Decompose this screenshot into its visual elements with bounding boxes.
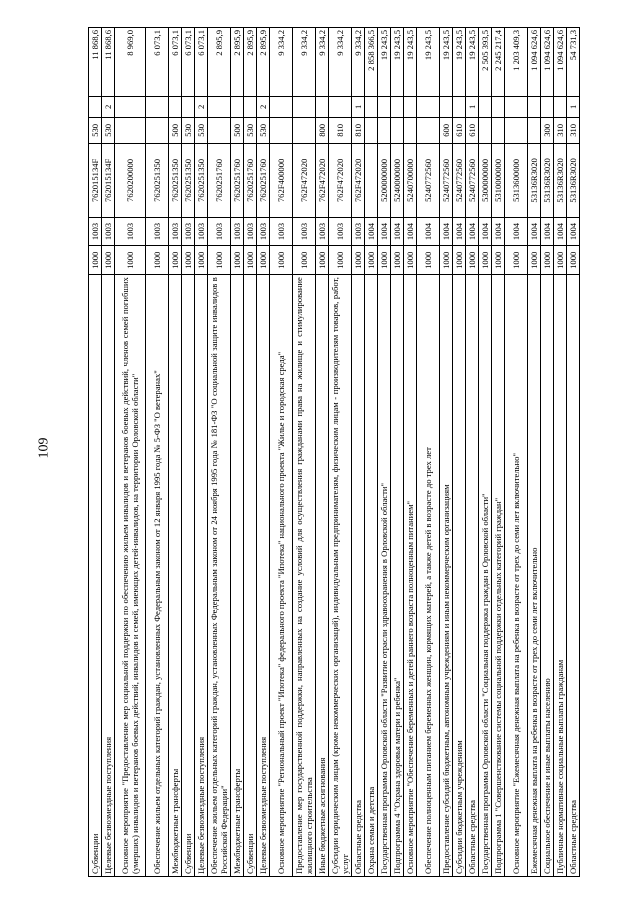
- target-article-code: 5200000000: [378, 144, 391, 218]
- target-article-code: 7620251760: [257, 144, 270, 218]
- table-row: [257, 28, 270, 877]
- table-row: [293, 28, 316, 877]
- table-row: [492, 28, 505, 877]
- amount: 11 868,6: [89, 28, 102, 97]
- expense-type-code: 810: [329, 117, 352, 144]
- subsection-code: 1004: [404, 217, 417, 246]
- expense-type-code: [115, 117, 146, 144]
- funding-source-code: [541, 97, 554, 117]
- section-code: 1000: [492, 246, 505, 275]
- section-code: 1000: [89, 246, 102, 275]
- target-article-code: 7620251760: [208, 144, 231, 218]
- row-name: Подпрограмма 4 "Охрана здоровья матери и ребенка": [391, 275, 404, 877]
- amount: 1 203 409,3: [505, 28, 528, 97]
- row-name: Областные средства: [352, 275, 365, 877]
- subsection-code: 1003: [257, 217, 270, 246]
- table-row: [567, 28, 580, 877]
- subsection-code: 1004: [391, 217, 404, 246]
- funding-source-code: 1: [567, 97, 580, 117]
- expense-type-code: [208, 117, 231, 144]
- subsection-code: 1003: [208, 217, 231, 246]
- amount: 19 243,5: [440, 28, 453, 97]
- table-row: [466, 28, 479, 877]
- amount: 2 895,9: [244, 28, 257, 97]
- subsection-code: 1003: [115, 217, 146, 246]
- table-row: [102, 28, 115, 877]
- row-name: Субвенции: [244, 275, 257, 877]
- section-code: 1000: [182, 246, 195, 275]
- expense-type-code: 600: [440, 117, 453, 144]
- funding-source-code: [115, 97, 146, 117]
- target-article-code: 762F472020: [352, 144, 365, 218]
- amount: 1 094 624,6: [528, 28, 541, 97]
- budget-table: [88, 27, 580, 877]
- row-name: Основное мероприятие "Предоставление мер социальной поддержки по обеспечению жильем инвалидов и ветеранов боевых действий, членов семей погибших (умерших) инвалидов и ветеранов боевых действий, инвалидов и семей, имеющих детей-инвалидов, на территории Орловской области": [115, 275, 146, 877]
- row-name: Обеспечение жильем отдельных категорий граждан, установленных Федеральным законом от 12 января 1995 года № 5-ФЗ "О ветеранах": [146, 275, 169, 877]
- target-article-code: 5300000000: [479, 144, 492, 218]
- table-row: [146, 28, 169, 877]
- amount: 1 094 624,6: [541, 28, 554, 97]
- table-row: [231, 28, 244, 877]
- target-article-code: 5310000000: [492, 144, 505, 218]
- expense-type-code: 500: [231, 117, 244, 144]
- section-code: 1000: [567, 246, 580, 275]
- amount: 9 334,2: [293, 28, 316, 97]
- amount: 19 243,5: [466, 28, 479, 97]
- row-name: Субвенции: [89, 275, 102, 877]
- expense-type-code: 610: [466, 117, 479, 144]
- expense-type-code: 810: [352, 117, 365, 144]
- target-article-code: 53136R3020: [567, 144, 580, 218]
- expense-type-code: [146, 117, 169, 144]
- funding-source-code: 1: [466, 97, 479, 117]
- section-code: 1000: [352, 246, 365, 275]
- amount: 6 073,1: [195, 28, 208, 97]
- target-article-code: 762F472020: [316, 144, 329, 218]
- subsection-code: 1003: [169, 217, 182, 246]
- target-article-code: 7620251760: [244, 144, 257, 218]
- funding-source-code: [293, 97, 316, 117]
- target-article-code: 7620251760: [231, 144, 244, 218]
- amount: 6 073,1: [169, 28, 182, 97]
- amount: 2 858 366,5: [365, 28, 378, 97]
- subsection-code: 1003: [270, 217, 293, 246]
- rotated-page: [88, 27, 578, 877]
- subsection-code: 1004: [567, 217, 580, 246]
- amount: 6 073,1: [146, 28, 169, 97]
- section-code: 1000: [417, 246, 440, 275]
- subsection-code: 1003: [231, 217, 244, 246]
- amount: 11 868,6: [102, 28, 115, 97]
- expense-type-code: 530: [102, 117, 115, 144]
- table-row: [391, 28, 404, 877]
- table-row: [195, 28, 208, 877]
- table-row: [182, 28, 195, 877]
- expense-type-code: [378, 117, 391, 144]
- table-row: [270, 28, 293, 877]
- subsection-code: 1004: [365, 217, 378, 246]
- section-code: 1000: [208, 246, 231, 275]
- expense-type-code: 800: [316, 117, 329, 144]
- subsection-code: 1004: [479, 217, 492, 246]
- expense-type-code: [492, 117, 505, 144]
- section-code: 1000: [440, 246, 453, 275]
- funding-source-code: [169, 97, 182, 117]
- table-row: [316, 28, 329, 877]
- table-row: [453, 28, 466, 877]
- section-code: 1000: [365, 246, 378, 275]
- row-name: Субсидии юридическим лицам (кроме некоммерческих организаций), индивидуальным предпринимателям, физическим лицам - производителям товаров, работ, услуг: [329, 275, 352, 877]
- target-article-code: 762015134F: [102, 144, 115, 218]
- amount: 6 073,1: [182, 28, 195, 97]
- amount: 9 334,2: [316, 28, 329, 97]
- page-number: 109: [36, 437, 52, 459]
- section-code: 1000: [505, 246, 528, 275]
- expense-type-code: [391, 117, 404, 144]
- section-code: 1000: [195, 246, 208, 275]
- subsection-code: 1003: [293, 217, 316, 246]
- expense-type-code: 310: [567, 117, 580, 144]
- row-name: Подпрограмма 1 "Совершенствование системы социальной поддержки отдельных категорий граждан": [492, 275, 505, 877]
- table-row: [89, 28, 102, 877]
- funding-source-code: [453, 97, 466, 117]
- funding-source-code: 2: [257, 97, 270, 117]
- funding-source-code: [146, 97, 169, 117]
- target-article-code: 53136R3020: [528, 144, 541, 218]
- target-article-code: 5240000000: [391, 144, 404, 218]
- section-code: 1000: [329, 246, 352, 275]
- table-row: [378, 28, 391, 877]
- funding-source-code: [89, 97, 102, 117]
- section-code: 1000: [404, 246, 417, 275]
- amount: 2 505 393,5: [479, 28, 492, 97]
- expense-type-code: 500: [169, 117, 182, 144]
- amount: 54 731,3: [567, 28, 580, 97]
- target-article-code: 5240700000: [404, 144, 417, 218]
- table-row: [244, 28, 257, 877]
- table-row: [208, 28, 231, 877]
- row-name: Целевые безвозмездные поступления: [102, 275, 115, 877]
- row-name: Предоставление субсидий бюджетным, автономным учреждениям и иным некоммерческим организациям: [440, 275, 453, 877]
- section-code: 1000: [479, 246, 492, 275]
- funding-source-code: [244, 97, 257, 117]
- funding-source-code: 2: [102, 97, 115, 117]
- table-row: [541, 28, 554, 877]
- section-code: 1000: [391, 246, 404, 275]
- table-row: [528, 28, 541, 877]
- amount: 19 243,5: [453, 28, 466, 97]
- section-code: 1000: [378, 246, 391, 275]
- target-article-code: 762F472020: [293, 144, 316, 218]
- funding-source-code: [554, 97, 567, 117]
- table-row: [404, 28, 417, 877]
- funding-source-code: 2: [195, 97, 208, 117]
- row-name: Основное мероприятие "Ежемесячная денежная выплата на ребенка в возрасте от трех до семи лет включительно": [505, 275, 528, 877]
- funding-source-code: [505, 97, 528, 117]
- row-name: Межбюджетные трансферты: [231, 275, 244, 877]
- target-article-code: 53136R3020: [541, 144, 554, 218]
- expense-type-code: 530: [182, 117, 195, 144]
- target-article-code: 5240772560: [440, 144, 453, 218]
- row-name: Обеспечение полноценным питанием беременных женщин, кормящих матерей, а также детей в возрасте до трех лет: [417, 275, 440, 877]
- target-article-code: 5313600000: [505, 144, 528, 218]
- table-row: [554, 28, 567, 877]
- funding-source-code: [316, 97, 329, 117]
- amount: 9 334,2: [352, 28, 365, 97]
- table-row: [352, 28, 365, 877]
- subsection-code: 1003: [352, 217, 365, 246]
- table-row: [169, 28, 182, 877]
- expense-type-code: 530: [195, 117, 208, 144]
- expense-type-code: [528, 117, 541, 144]
- row-name: Целевые безвозмездные поступления: [257, 275, 270, 877]
- amount: 9 334,2: [329, 28, 352, 97]
- subsection-code: 1003: [195, 217, 208, 246]
- target-article-code: 7620251350: [182, 144, 195, 218]
- amount: 2 895,9: [231, 28, 244, 97]
- target-article-code: 5240772560: [453, 144, 466, 218]
- amount: 2 895,9: [208, 28, 231, 97]
- table-row: [440, 28, 453, 877]
- row-name: Охрана семьи и детства: [365, 275, 378, 877]
- section-code: 1000: [115, 246, 146, 275]
- amount: 8 969,0: [115, 28, 146, 97]
- target-article-code: 762015134F: [89, 144, 102, 218]
- amount: 2 245 217,4: [492, 28, 505, 97]
- amount: 9 334,2: [270, 28, 293, 97]
- funding-source-code: [479, 97, 492, 117]
- target-article-code: 5240772560: [417, 144, 440, 218]
- expense-type-code: [417, 117, 440, 144]
- section-code: 1000: [169, 246, 182, 275]
- target-article-code: 7620251350: [169, 144, 182, 218]
- amount: 19 243,5: [404, 28, 417, 97]
- expense-type-code: 310: [554, 117, 567, 144]
- row-name: Государственная программа Орловской области "Развитие отрасли здравоохранения в Орловской области": [378, 275, 391, 877]
- section-code: 1000: [293, 246, 316, 275]
- funding-source-code: [208, 97, 231, 117]
- subsection-code: 1004: [378, 217, 391, 246]
- funding-source-code: [440, 97, 453, 117]
- subsection-code: 1003: [329, 217, 352, 246]
- row-name: Межбюджетные трансферты: [169, 275, 182, 877]
- target-article-code: 762F472020: [329, 144, 352, 218]
- expense-type-code: [270, 117, 293, 144]
- subsection-code: 1004: [453, 217, 466, 246]
- table-row: [417, 28, 440, 877]
- section-code: 1000: [231, 246, 244, 275]
- row-name: Публичные нормативные социальные выплаты гражданам: [554, 275, 567, 877]
- row-name: Областные средства: [567, 275, 580, 877]
- table-row: [365, 28, 378, 877]
- subsection-code: 1004: [554, 217, 567, 246]
- row-name: Областные средства: [466, 275, 479, 877]
- expense-type-code: [404, 117, 417, 144]
- funding-source-code: [404, 97, 417, 117]
- section-code: 1000: [270, 246, 293, 275]
- funding-source-code: [365, 97, 378, 117]
- subsection-code: 1003: [102, 217, 115, 246]
- subsection-code: 1003: [316, 217, 329, 246]
- amount: 1 094 624,6: [554, 28, 567, 97]
- target-article-code: [365, 144, 378, 218]
- funding-source-code: [329, 97, 352, 117]
- section-code: 1000: [257, 246, 270, 275]
- expense-type-code: 530: [257, 117, 270, 144]
- table-row: [505, 28, 528, 877]
- expense-type-code: 530: [89, 117, 102, 144]
- subsection-code: 1004: [505, 217, 528, 246]
- subsection-code: 1004: [541, 217, 554, 246]
- target-article-code: 7620200000: [115, 144, 146, 218]
- row-name: Иные бюджетные ассигнования: [316, 275, 329, 877]
- target-article-code: 53136R3020: [554, 144, 567, 218]
- funding-source-code: [391, 97, 404, 117]
- section-code: 1000: [453, 246, 466, 275]
- section-code: 1000: [244, 246, 257, 275]
- table-row: [329, 28, 352, 877]
- row-name: Социальное обеспечение и иные выплаты населению: [541, 275, 554, 877]
- funding-source-code: [528, 97, 541, 117]
- table-row: [479, 28, 492, 877]
- subsection-code: 1004: [417, 217, 440, 246]
- subsection-code: 1004: [440, 217, 453, 246]
- subsection-code: 1003: [244, 217, 257, 246]
- budget-table-body: [89, 28, 580, 877]
- amount: 19 243,5: [417, 28, 440, 97]
- section-code: 1000: [146, 246, 169, 275]
- amount: 19 243,5: [391, 28, 404, 97]
- section-code: 1000: [466, 246, 479, 275]
- subsection-code: 1004: [466, 217, 479, 246]
- subsection-code: 1004: [528, 217, 541, 246]
- target-article-code: 762F400000: [270, 144, 293, 218]
- row-name: Субсидии бюджетным учреждениям: [453, 275, 466, 877]
- expense-type-code: [479, 117, 492, 144]
- row-name: Субвенции: [182, 275, 195, 877]
- section-code: 1000: [316, 246, 329, 275]
- section-code: 1000: [541, 246, 554, 275]
- row-name: Целевые безвозмездные поступления: [195, 275, 208, 877]
- table-row: [115, 28, 146, 877]
- expense-type-code: [293, 117, 316, 144]
- section-code: 1000: [528, 246, 541, 275]
- subsection-code: 1003: [146, 217, 169, 246]
- expense-type-code: 300: [541, 117, 554, 144]
- row-name: Предоставление мер государственной поддержки, направленных на создание условий для осуществления гражданами права на жилище и стимулирование жилищного строительства: [293, 275, 316, 877]
- target-article-code: 7620251350: [146, 144, 169, 218]
- amount: 19 243,5: [378, 28, 391, 97]
- target-article-code: 7620251350: [195, 144, 208, 218]
- section-code: 1000: [102, 246, 115, 275]
- row-name: Основное мероприятие "Обеспечение беременных и детей раннего возраста полноценным питанием": [404, 275, 417, 877]
- funding-source-code: [417, 97, 440, 117]
- funding-source-code: [231, 97, 244, 117]
- expense-type-code: 610: [453, 117, 466, 144]
- expense-type-code: [505, 117, 528, 144]
- row-name: Основное мероприятие "Региональный проект "Ипотека" федерального проекта "Ипотека" национального проекта "Жилье и городская среда": [270, 275, 293, 877]
- target-article-code: 5240772560: [466, 144, 479, 218]
- section-code: 1000: [554, 246, 567, 275]
- row-name: Государственная программа Орловской области "Социальная поддержка граждан в Орловской области": [479, 275, 492, 877]
- subsection-code: 1004: [492, 217, 505, 246]
- amount: 2 895,9: [257, 28, 270, 97]
- funding-source-code: [182, 97, 195, 117]
- expense-type-code: 530: [244, 117, 257, 144]
- subsection-code: 1003: [89, 217, 102, 246]
- funding-source-code: [270, 97, 293, 117]
- funding-source-code: 1: [352, 97, 365, 117]
- row-name: Ежемесячная денежная выплата на ребенка в возрасте от трех до семи лет включительно: [528, 275, 541, 877]
- expense-type-code: [365, 117, 378, 144]
- funding-source-code: [492, 97, 505, 117]
- row-name: Обеспечение жильем отдельных категорий граждан, установленных Федеральным законом от 24 ноября 1995 года № 181-ФЗ "О социальной защите инвалидов в Российской Федерации": [208, 275, 231, 877]
- funding-source-code: [378, 97, 391, 117]
- subsection-code: 1003: [182, 217, 195, 246]
